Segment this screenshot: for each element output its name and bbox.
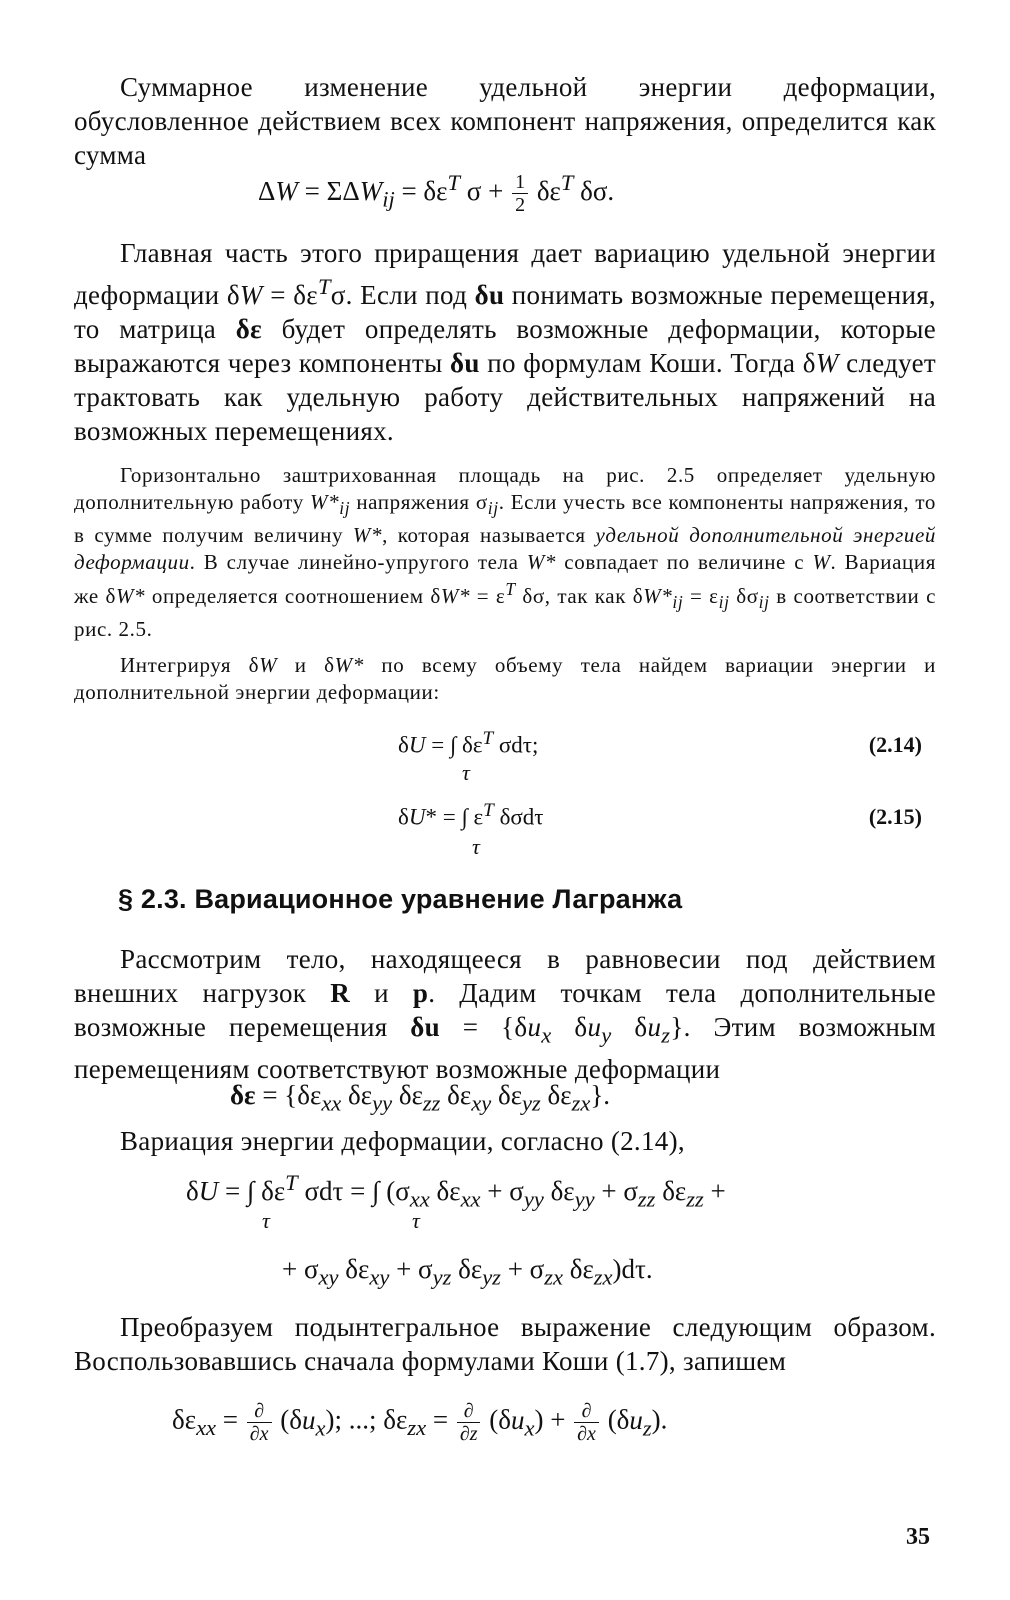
paragraph-complementary-work: Горизонтально заштрихованная площадь на рис. 2.5 определяет удельную дополнительную работу $W*_{ij}$ напряжения $\sigma_{ij}$. Если учесть все компоненты напряжения, то в сумме получим величину W*, которая называется удельной дополнительной энергией деформации. В случае линейно-упругого тела W* совпадает по величине с W. Вариация же δW* определяется соотношением $\delta W* = \varepsilon^T$ δσ, так как $\delta W*_{ij} = \varepsilon_{ij}$ $\delta\sigma_{ij}$ в соответствии с рис. 2.5. xyxy=(74,463,936,642)
equation-number-2-15: (2.15) xyxy=(868,804,922,829)
equation-du-line1: δU = ∫ $\delta\varepsilon^T$ σdτ = ∫ ($\sigma_{xx}$ $\delta\varepsilon_{xx} + \sigma_{yy}$ $\delta\varepsilon_{yy} + \sigma_{zz}$ $\delta\varepsilon_{zz}$ + xyxy=(186,1170,726,1212)
paragraph-variation: Главная часть этого приращения дает вариацию удельной энергии деформации $\delta W = \delta\varepsilon^T\sigma$. Если под δu понимать возможные перемещения, то матрица δε будет определять возможные деформации, которые выражаются через компоненты δu по формулам Коши. Тогда δW следует трактовать как удельную работу действительных напряжений на возможных перемещениях. xyxy=(74,238,937,446)
paragraph-energy-sum: Суммарное изменение удельной энергии деформации, обусловленное действием всех компонент напряжения, определится как сумма xyxy=(74,72,936,170)
paragraph-energy-variation: Вариация энергии деформации, согласно (2.14), xyxy=(120,1126,685,1156)
integral-limit-tau: τ xyxy=(262,1208,270,1233)
equation-delta-w: $\Delta W = \Sigma\Delta W_{ij} = \delta\varepsilon^T$ σ + $\frac{1}{2}$ $\delta\varepsilon^T$ δσ. xyxy=(258,170,615,217)
integral-limit-tau: τ xyxy=(472,834,480,859)
paragraph-equilibrium: Рассмотрим тело, находящееся в равновесии под действием внешних нагрузок R и p. Дадим точкам тела дополнительные возможные перемещения $\delta u = \{\delta u_x$ $\delta u_y$ $\delta u_z$}. Этим возможным перемещениям соответствуют возможные деформации xyxy=(74,944,937,1085)
integral-limit-tau: τ xyxy=(462,760,470,785)
equation-cauchy: $\delta\varepsilon_{xx}$ = $\frac{\partial}{\partial x}$ $(\delta u_x)$; ...; $\delta\varepsilon_{zx}$ = $\frac{\partial}{\partial z}$ $(\delta u_x)$ + $\frac{\partial}{\partial x}$ $(\delta u_z)$. xyxy=(172,1400,668,1445)
paragraph-integrating: Интегрируя δW и δW* по всему объему тела найдем вариации энергии и дополнительной энергии деформации: xyxy=(74,653,936,704)
paragraph-transform: Преобразуем подынтегральное выражение следующим образом. Воспользовавшись сначала формулами Коши (1.7), запишем xyxy=(74,1312,936,1376)
equation-2-14: δU = ∫ $\delta\varepsilon^T$ σdτ; xyxy=(398,728,539,758)
equation-number-2-14: (2.14) xyxy=(868,732,922,757)
integral-limit-tau: τ xyxy=(412,1208,420,1233)
section-heading: § 2.3. Вариационное уравнение Лагранжа xyxy=(118,884,683,914)
page-number: 35 xyxy=(906,1524,930,1550)
equation-strain-vector: $\delta\varepsilon = \{\delta\varepsilon_{xx}$ $\delta\varepsilon_{yy}$ $\delta\varepsilon_{zz}$ $\delta\varepsilon_{xy}$ $\delta\varepsilon_{yz}$ $\delta\varepsilon_{zx}$}. xyxy=(230,1080,611,1116)
equation-2-15: δU* = ∫ $\varepsilon^T$ δσdτ xyxy=(398,800,544,830)
equation-du-line2: + $\sigma_{xy}$ $\delta\varepsilon_{xy} + \sigma_{yz}$ $\delta\varepsilon_{yz} + \sigma_{zx}$ $\delta\varepsilon_{zx})d\tau$. xyxy=(282,1254,653,1290)
